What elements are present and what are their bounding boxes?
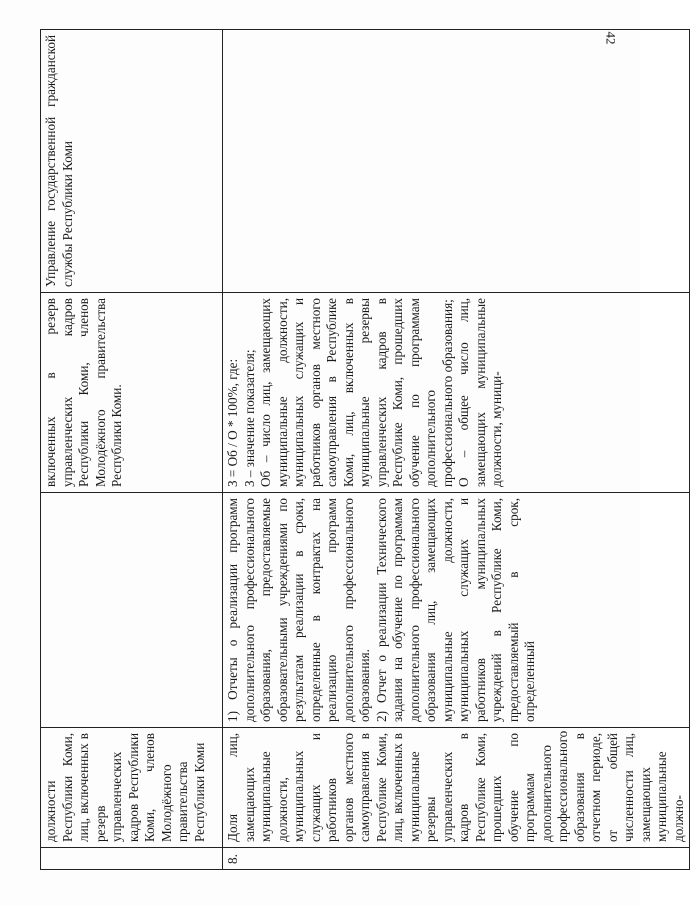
cell-responsible-empty <box>223 30 690 293</box>
cell-indicator-name-continued: должности Республики Коми, лиц, включенных в резерв управленческих кадров Республики Коми, членов Молодёжного правительства Республики Коми <box>41 728 223 848</box>
cell-data-source <box>223 493 690 728</box>
formula: З = Об / О * 100%, где: <box>225 358 240 487</box>
table-row-previous <box>41 30 223 870</box>
cell-method-continued: включенных в резерв управленческих кадров Республики Коми, членов Молодёжного правительства Республики Коми. <box>41 293 223 493</box>
source-item-2: 2) Отчет о реализации Технического задания на обучение по программам дополнительного профессионального образования лиц, замещающих муниципальные должности, муниципальных служащих и работников муниципальных учреждений в Республике Коми, предоставляемый в срок, определенный <box>373 498 537 722</box>
cell-calculation-method <box>223 293 690 493</box>
cell-row-number-empty <box>41 848 223 870</box>
page-number: 42 <box>603 31 619 45</box>
formula-term-o: О – общее число лиц, замещающих муниципальные должности, муници- <box>456 298 504 487</box>
cell-indicator-name: Доля лиц, замещающих муниципальные должности, муниципальных служащих и работников органов местного самоуправления в Республике Коми, лиц, включенных в муниципальные резервы управленческих кадров в Республике Коми, прошедших обучение по программам дополнительного профессионального образования в отчетном периоде, от общей численности лиц, замещающих муниципальные должно- <box>223 728 690 848</box>
table-row-8 <box>223 30 690 870</box>
cell-responsible-organization: Управление государственной гражданской службы Республики Коми <box>41 30 223 293</box>
indicator-table <box>40 29 690 870</box>
cell-source-empty <box>41 493 223 728</box>
formula-term-z: З – значение показателя; <box>241 349 257 487</box>
cell-row-number: 8. <box>223 848 690 870</box>
source-item-1: 1) Отчеты о реализации программ дополнительного профессионального образования, предоставляемые образовательными учреждениями по результатам реализации в сроки, определенные в контрактах на реализацию программ дополнительного профессионального образования. <box>225 498 372 722</box>
formula-term-ob: Об – число лиц, замещающих муниципальные должности, муниципальных служащих и работников органов местного самоуправления в Республике Коми, лиц, включенных в муниципальные резервы управленческих кадров в Республике Коми, прошедших обучение по программам дополнительного профессионального образования; <box>258 298 455 487</box>
